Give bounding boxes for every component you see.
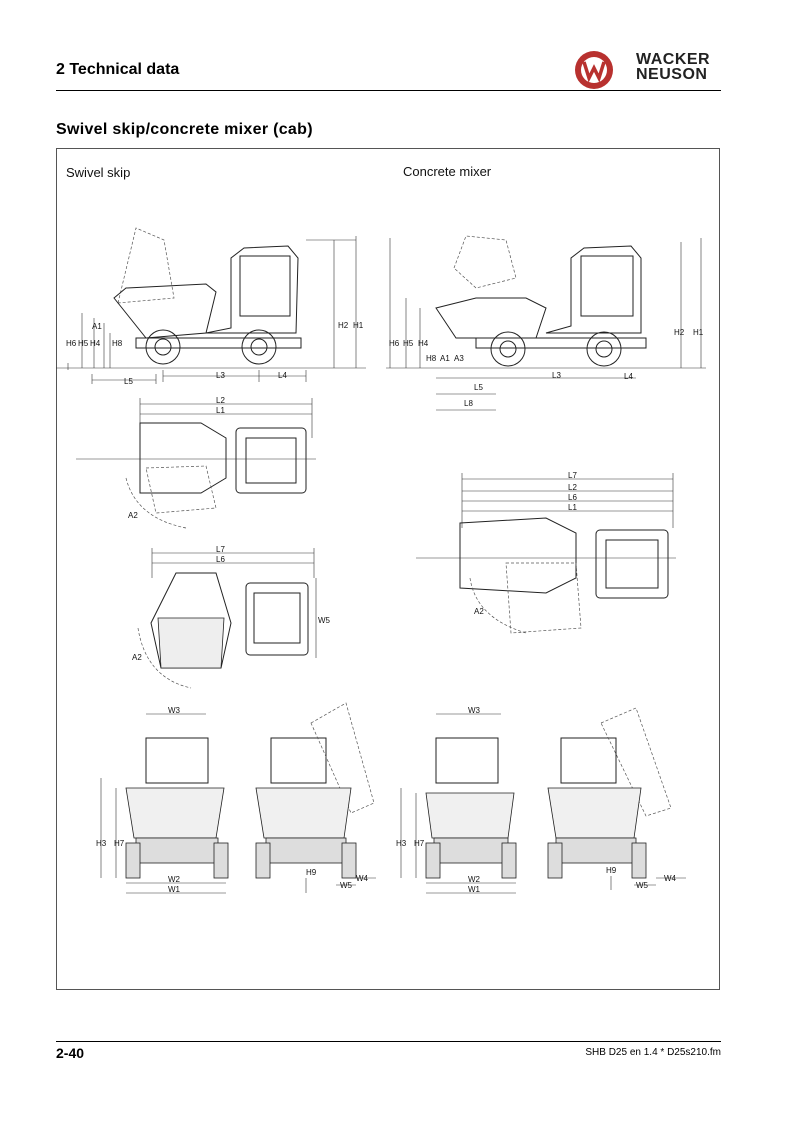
dim-L4: L4: [278, 371, 287, 380]
label-concrete-mixer: Concrete mixer: [403, 164, 492, 179]
dim-A2-skip-2: A2: [132, 653, 142, 662]
dim-W3-mix: W3: [468, 706, 480, 715]
dim-W1-mix: W1: [468, 885, 480, 894]
dim-L5-mix: L5: [474, 383, 483, 392]
dim-A1: A1: [92, 322, 102, 331]
mixer-side-view: [386, 236, 706, 410]
dim-L3: L3: [216, 371, 225, 380]
dim-H4: H4: [90, 339, 101, 348]
dim-A2-skip-1: A2: [128, 511, 138, 520]
dim-L1-skip: L1: [216, 406, 225, 415]
dim-L7-mix: L7: [568, 471, 577, 480]
dim-W5-skip: W5: [340, 881, 352, 890]
dim-H6-mix: H6: [389, 339, 400, 348]
mixer-top-view: [416, 471, 676, 633]
dim-L8-mix: L8: [464, 399, 473, 408]
dim-W4-mix: W4: [664, 874, 676, 883]
dim-H9-skip: H9: [306, 868, 317, 877]
dim-H4-mix: H4: [418, 339, 429, 348]
dim-W4-skip: W4: [356, 874, 368, 883]
dim-L3-mix: L3: [552, 371, 561, 380]
technical-drawing: [56, 148, 720, 990]
dim-L1-mix: L1: [568, 503, 577, 512]
dim-H5-mix: H5: [403, 339, 414, 348]
section-title: Swivel skip/concrete mixer (cab): [56, 121, 313, 138]
skip-front-view: [96, 706, 228, 894]
dim-H8-mix: H8: [426, 354, 437, 363]
dim-H9-mix: H9: [606, 866, 617, 875]
dim-H3-skip: H3: [96, 839, 107, 848]
dim-H7-skip: H7: [114, 839, 125, 848]
skip-front-view-tipped: [256, 703, 376, 893]
page-number: 2-40: [56, 1045, 85, 1061]
skip-top-view-2: [132, 545, 331, 688]
dim-H1: H1: [353, 321, 364, 330]
dim-W1-skip: W1: [168, 885, 180, 894]
dim-L6-skip: L6: [216, 555, 225, 564]
dim-L2-mix: L2: [568, 483, 577, 492]
dim-H2-mix: H2: [674, 328, 685, 337]
skip-top-view-1: [76, 396, 316, 528]
logo-wordmark: [636, 52, 710, 82]
dim-W5-mix: W5: [636, 881, 648, 890]
dim-H1-mix: H1: [693, 328, 704, 337]
mixer-front-view-tipped: [548, 708, 686, 890]
mixer-front-view: [396, 706, 516, 894]
dim-L5: L5: [124, 377, 133, 386]
skip-side-view: [56, 228, 366, 386]
dim-A1-mix: A1: [440, 354, 450, 363]
document-reference: SHB D25 en 1.4 * D25s210.fm: [585, 1047, 721, 1058]
dim-W5-top: W5: [318, 616, 330, 625]
dim-L2-skip: L2: [216, 396, 225, 405]
dim-H7-mix: H7: [414, 839, 425, 848]
dim-H5: H5: [78, 339, 89, 348]
logo-line-2: NEUSON: [636, 66, 708, 83]
dim-A2-mix: A2: [474, 607, 484, 616]
dim-H3-mix: H3: [396, 839, 407, 848]
dim-H6: H6: [66, 339, 77, 348]
dim-H2: H2: [338, 321, 349, 330]
chapter-title: 2 Technical data: [56, 61, 180, 78]
dim-W2-skip: W2: [168, 875, 180, 884]
footer-rule: [56, 1041, 721, 1042]
header-rule: [56, 90, 721, 91]
dim-W2-mix: W2: [468, 875, 480, 884]
logo-line-1: WACKER: [636, 51, 711, 68]
dim-L6-mix: L6: [568, 493, 577, 502]
dim-L4-mix: L4: [624, 372, 633, 381]
dim-W3-skip: W3: [168, 706, 180, 715]
dim-L7-skip: L7: [216, 545, 225, 554]
label-swivel-skip: Swivel skip: [66, 165, 131, 180]
dim-A3-mix: A3: [454, 354, 464, 363]
dim-H8: H8: [112, 339, 123, 348]
